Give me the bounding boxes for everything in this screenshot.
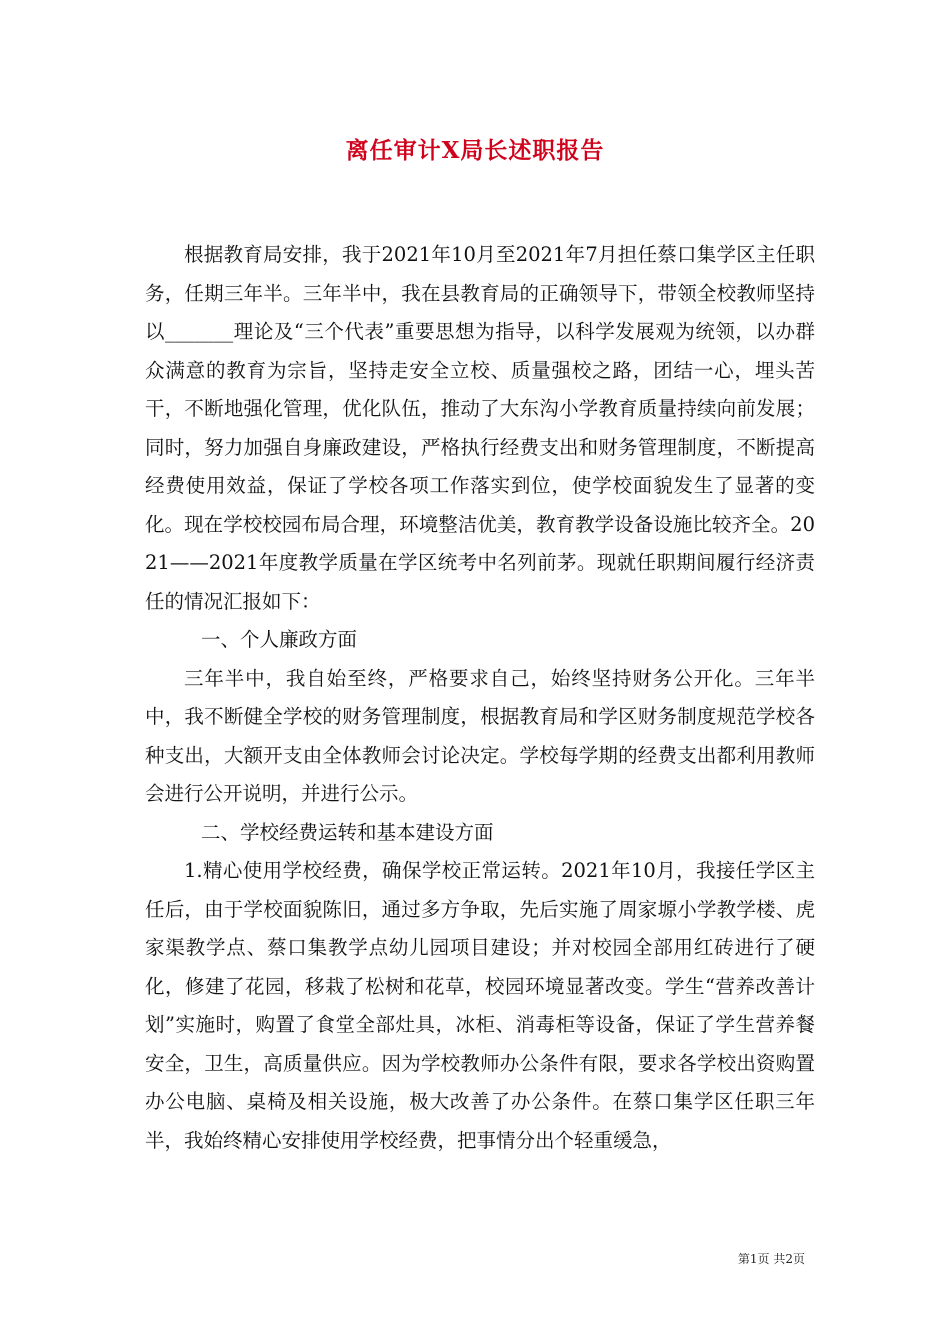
section-heading-2: 二、学校经费运转和基本建设方面 (201, 820, 494, 844)
document-body (145, 236, 815, 1160)
section-1-paragraph: 三年半中，我自始至终，严格要求自己，始终坚持财务公开化。三年半中，我不断健全学校的财务管理制度，根据教育局和学区财务制度规范学校各种支出，大额开支由全体教师会讨论决定。学校每学期的经费支出都利用教师会进行公开说明，并进行公示。 (145, 666, 815, 805)
intro-paragraph: 根据教育局安排，我于2021年10月至2021年7月担任蔡口集学区主任职务，任期三年半。三年半中，我在县教育局的正确领导下，带领全校教师坚持以_______理论及“三个代表”重要思想为指导，以科学发展观为统领，以办群众满意的教育为宗旨，坚持走安全立校、质量强校之路，团结一心，埋头苦干，不断地强化管理，优化队伍，推动了大东沟小学教育质量持续向前发展；同时，努力加强自身廉政建设，严格执行经费支出和财务管理制度，不断提高经费使用效益，保证了学校各项工作落实到位，使学校面貌发生了显著的变化。现在学校校园布局合理，环境整洁优美，教育教学设备设施比较齐全。2021——2021年度教学质量在学区统考中名列前茅。现就任职期间履行经济责任的情况汇报如下： (145, 243, 815, 613)
section-2-paragraph: 1.精心使用学校经费，确保学校正常运转。2021年10月，我接任学区主任后，由于学校面貌陈旧，通过多方争取，先后实施了周家塬小学教学楼、虎家渠教学点、蔡口集教学点幼儿园项目建设；并对校园全部用红砖进行了硬化，修建了花园，移栽了松树和花草，校园环境显著改变。学生“营养改善计划”实施时，购置了食堂全部灶具，冰柜、消毒柜等设备，保证了学生营养餐安全，卫生，高质量供应。因为学校教师办公条件有限，要求各学校出资购置办公电脑、桌椅及相关设施，极大改善了办公条件。在蔡口集学区任职三年半，我始终精心安排使用学校经费，把事情分出个轻重缓急， (145, 859, 815, 1152)
document-title: 离任审计X局长述职报告 (345, 137, 605, 164)
section-heading-1: 一、个人廉政方面 (201, 628, 358, 651)
page-number: 第1页 共2页 (737, 1252, 805, 1266)
